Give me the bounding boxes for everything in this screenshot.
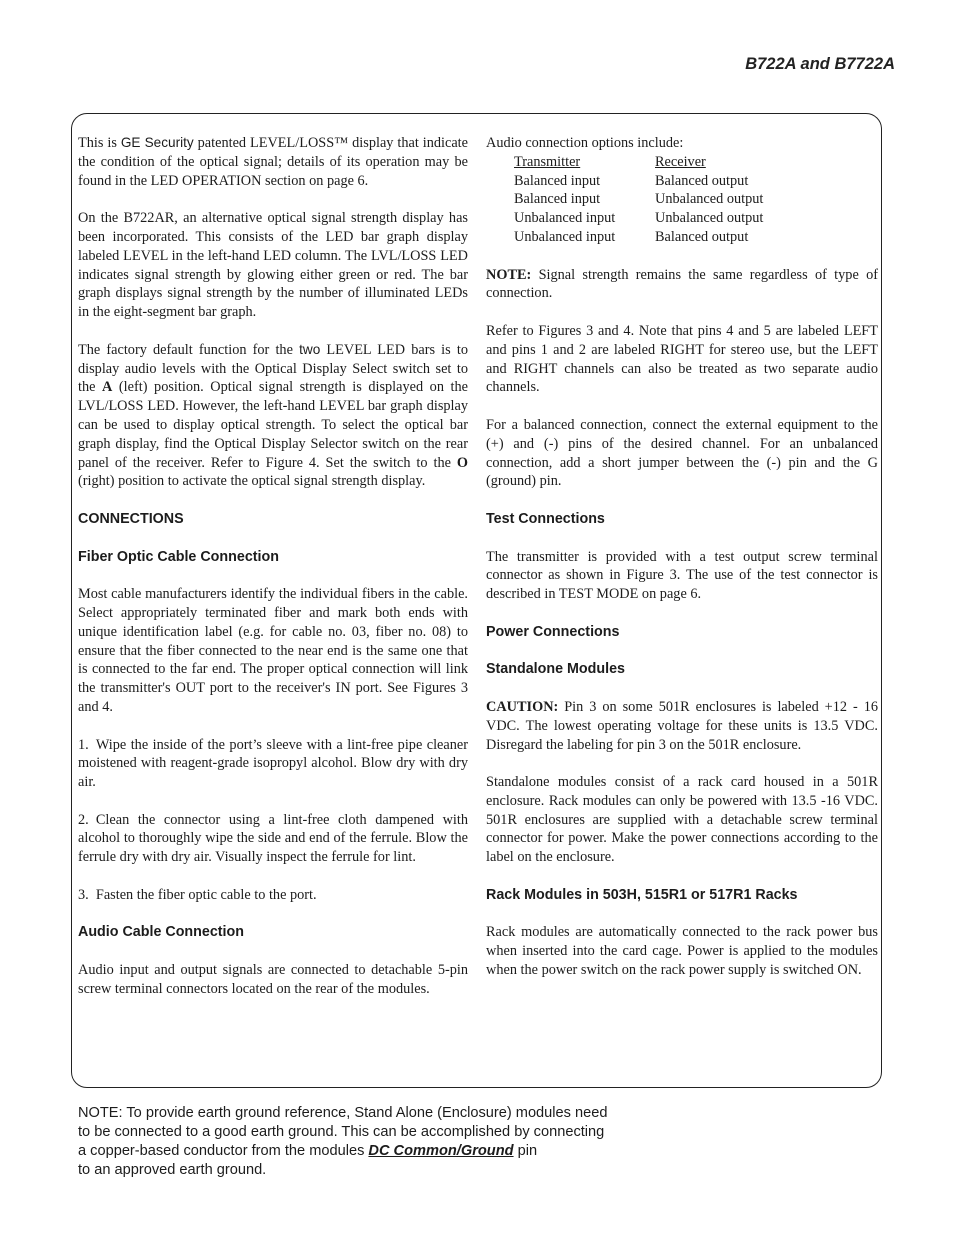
options-header-transmitter: Transmitter — [514, 153, 581, 170]
heading-connections: CONNECTIONS — [78, 510, 184, 527]
paragraph-fiber: Most cable manufacturers identify the individual fibers in the cable. Select appropriately terminated fiber and mark both ends with unique identification label (e.g. for cable no. 03, fiber no. 08) to ensure that the fiber connected to the near end is the same one that is connected to the far end. The proper optical connection will link the transmitter's OUT port to the receiver's IN port. See Figures 3 and 4. — [78, 586, 468, 715]
heading-power-connections: Power Connections — [486, 623, 620, 640]
note-line: a copper-based conductor from the modules DC Common/Ground pin — [78, 1143, 538, 1159]
table-row — [514, 172, 763, 191]
options-header-row — [514, 153, 763, 172]
table-cell: Unbalanced output — [655, 191, 764, 208]
table-cell: Unbalanced input — [514, 228, 616, 245]
note-line: to an approved earth ground. — [78, 1162, 267, 1178]
paragraph-standalone: Standalone modules consist of a rack card housed in a 501R enclosure. Rack modules can only be powered with 13.5 -16 VDC. 501R enclosures are supplied with a detachable screw terminal connector for power. Make the power connections according to the label on the enclosure. — [486, 774, 878, 866]
earth-ground-note — [78, 1104, 698, 1180]
table-cell: Unbalanced output — [655, 210, 764, 227]
paragraph-rack: Rack modules are automatically connected to the rack power bus when inserted into the card cage. Power is applied to the modules when the power switch on the rack power supply is switched ON. — [486, 924, 878, 979]
paragraph-level-loss: This is GE Security patented LEVEL/LOSS™ display that indicate the condition of the optical signal; details of its operation may be found in the LED OPERATION section on page 6. — [78, 135, 468, 189]
dc-common-ground-emphasis: DC Common/Ground — [368, 1143, 514, 1159]
table-cell: Unbalanced input — [514, 210, 616, 227]
heading-standalone-modules: Standalone Modules — [486, 661, 626, 678]
heading-rack-modules: Rack Modules in 503H, 515R1 or 517R1 Racks — [486, 886, 798, 903]
heading-test-connections: Test Connections — [486, 510, 605, 527]
heading-fiber-optic: Fiber Optic Cable Connection — [78, 548, 279, 565]
table-cell: Balanced input — [514, 172, 601, 189]
note-line: NOTE: To provide earth ground reference, Stand Alone (Enclosure) modules need — [78, 1105, 608, 1121]
note-line: to be connected to a good earth ground. This can be accomplished by connecting — [78, 1124, 605, 1140]
table-row — [514, 228, 763, 247]
paragraph-b722ar: On the B722AR, an alternative optical signal strength display has been incorporated. This consists of the LED bar graph display labeled LEVEL in the left-hand LED column. The LVL/LOSS LED indicates signal strength by glowing either green or red. The bar graph displays signal strength by the number of illuminated LEDs in the eight-segment bar graph. — [78, 210, 468, 321]
paragraph-balanced: For a balanced connection, connect the external equipment to the (+) and (-) pins of the desired channel. For an unbalanced connection, add a short jumper between the (-) pin and the G (ground) pin. — [486, 416, 878, 490]
paragraph-refer-figures: Refer to Figures 3 and 4. Note that pins 4 and 5 are labeled LEFT and pins 1 and 2 are labeled RIGHT for stereo use, but the LEFT and RIGHT channels can also be treated as two separate audio channels. — [486, 322, 878, 396]
left-column — [78, 134, 468, 1017]
options-intro: Audio connection options include: — [486, 135, 684, 151]
table-row — [514, 209, 763, 228]
page-header-title: B722A and B7722A — [745, 55, 895, 73]
step-3: 3. Fasten the fiber optic cable to the port. — [78, 886, 317, 903]
caution-paragraph: CAUTION: Pin 3 on some 501R enclosures is labeled +12 - 16 VDC. The lowest operating voltage for these units is 13.5 VDC. Disregard the labeling for pin 3 on the 501R enclosure. — [486, 698, 878, 753]
table-cell: Balanced output — [655, 172, 749, 189]
table-cell: Balanced input — [514, 191, 601, 208]
options-header-receiver: Receiver — [655, 153, 706, 170]
paragraph-factory-default: The factory default function for the two LEVEL LED bars is to display audio levels with the Optical Display Select switch set to the A (left) position. Optical signal strength is displayed on the LVL/LOSS LED. However, the left-hand LEVEL bar graph display can be used to display optical strength. To select the optical bar graph display, find the Optical Display Selector switch on the rear panel of the receiver. Refer to Figure 4. Set the switch to the O (right) position to activate the optical signal strength display. — [78, 341, 468, 490]
step-1: 1. Wipe the inside of the port’s sleeve with a lint-free pipe cleaner moistened with reagent-grade isopropyl alcohol. Blow dry with dry air. — [78, 736, 468, 791]
table-row — [514, 190, 763, 209]
paragraph-test: The transmitter is provided with a test output screw terminal connector as shown in Figure 3. The use of the test connector is described in TEST MODE on page 6. — [486, 548, 878, 603]
note-signal-strength: NOTE: Signal strength remains the same regardless of type of connection. — [486, 266, 878, 302]
paragraph-audio: Audio input and output signals are connected to detachable 5-pin screw terminal connectors located on the rear of the modules. — [78, 962, 468, 997]
right-column — [486, 134, 878, 999]
audio-options-table — [514, 153, 763, 247]
step-2: 2. Clean the connector using a lint-free cloth dampened with alcohol to thoroughly wipe the side and end of the ferrule. Blow the ferrule dry with dry air. Visually inspect the ferrule for lint. — [78, 811, 468, 866]
heading-audio-cable: Audio Cable Connection — [78, 924, 244, 941]
table-cell: Balanced output — [655, 228, 749, 245]
